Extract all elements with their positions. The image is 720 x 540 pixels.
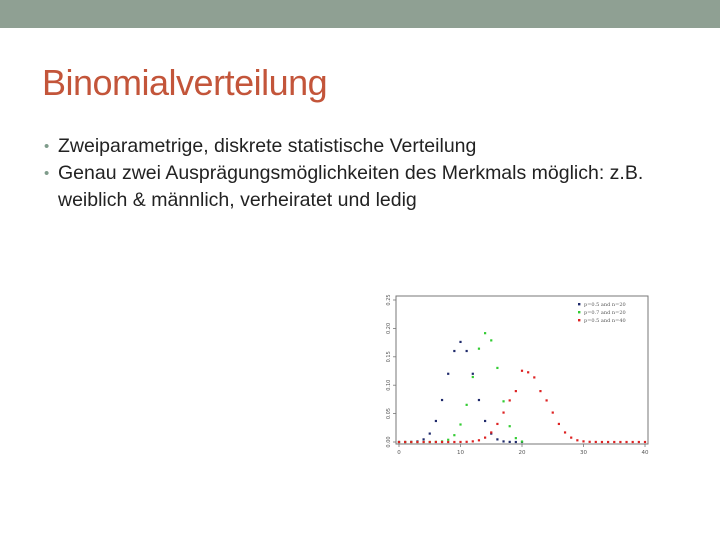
- data-point: [644, 441, 646, 443]
- legend-label: p=0.7 and n=20: [584, 310, 626, 316]
- data-point: [515, 437, 517, 439]
- data-point: [558, 423, 560, 425]
- data-point: [607, 441, 609, 443]
- data-point: [619, 441, 621, 443]
- bullet-item: [44, 160, 684, 214]
- bullet-text: Genau zwei Ausprägungsmöglichkeiten des Merkmals möglich: z.B. weiblich & männlich, verheiratet und ledig: [58, 162, 644, 211]
- data-point: [429, 441, 431, 443]
- slide-title: Binomialverteilung: [42, 62, 328, 103]
- x-tick-label: 40: [641, 450, 649, 456]
- data-point: [459, 341, 461, 343]
- y-tick-label: 0.15: [386, 351, 392, 363]
- legend-marker: [578, 303, 580, 305]
- data-point: [601, 441, 603, 443]
- binomial-chart: [366, 290, 656, 466]
- data-point: [533, 376, 535, 378]
- data-point: [490, 339, 492, 341]
- data-point: [570, 437, 572, 439]
- data-point: [447, 373, 449, 375]
- data-point: [546, 399, 548, 401]
- data-point: [582, 440, 584, 442]
- x-tick-label: 20: [518, 450, 526, 456]
- data-point: [398, 441, 400, 443]
- bullet-text: Zweiparametrige, diskrete statistische Verteilung: [58, 135, 477, 157]
- data-point: [466, 350, 468, 352]
- data-point: [502, 440, 504, 442]
- data-point: [484, 420, 486, 422]
- data-point: [478, 399, 480, 401]
- data-point: [423, 441, 425, 443]
- data-point: [472, 373, 474, 375]
- data-point: [441, 399, 443, 401]
- data-point: [496, 438, 498, 440]
- legend-marker: [578, 319, 580, 321]
- data-point: [589, 441, 591, 443]
- x-tick-label: 0: [397, 450, 401, 456]
- data-point: [509, 441, 511, 443]
- data-point: [441, 441, 443, 443]
- y-tick-label: 0.05: [386, 408, 392, 420]
- data-point: [478, 348, 480, 350]
- binomial-scatter-plot: [366, 290, 656, 466]
- data-point: [466, 441, 468, 443]
- data-point: [459, 441, 461, 443]
- data-point: [472, 376, 474, 378]
- data-point: [484, 332, 486, 334]
- legend-label: p=0.5 and n=20: [584, 302, 626, 308]
- data-point: [447, 439, 449, 441]
- data-point: [521, 440, 523, 442]
- data-point: [515, 390, 517, 392]
- y-tick-label: 0.00: [386, 436, 392, 448]
- data-point: [552, 411, 554, 413]
- data-point: [539, 390, 541, 392]
- data-point: [490, 431, 492, 433]
- data-point: [466, 404, 468, 406]
- data-point: [496, 367, 498, 369]
- bullet-list: [44, 133, 684, 214]
- data-point: [453, 350, 455, 352]
- data-point: [423, 438, 425, 440]
- data-point: [576, 439, 578, 441]
- bullet-dot-icon: •: [44, 138, 50, 155]
- data-point: [410, 441, 412, 443]
- data-point: [509, 425, 511, 427]
- bullet-dot-icon: •: [44, 165, 50, 182]
- bullet-item: [44, 133, 684, 160]
- data-point: [527, 371, 529, 373]
- data-point: [416, 441, 418, 443]
- data-point: [509, 399, 511, 401]
- data-point: [484, 437, 486, 439]
- legend-marker: [578, 311, 580, 313]
- data-point: [502, 400, 504, 402]
- data-point: [435, 420, 437, 422]
- data-point: [638, 441, 640, 443]
- data-point: [632, 441, 634, 443]
- y-tick-label: 0.20: [386, 322, 392, 334]
- data-point: [453, 434, 455, 436]
- data-point: [447, 441, 449, 443]
- data-point: [404, 441, 406, 443]
- data-point: [453, 441, 455, 443]
- legend-label: p=0.5 and n=40: [584, 318, 626, 324]
- top-color-band: [0, 0, 720, 28]
- data-point: [595, 441, 597, 443]
- data-point: [435, 441, 437, 443]
- data-point: [472, 440, 474, 442]
- data-point: [625, 441, 627, 443]
- data-point: [613, 441, 615, 443]
- data-point: [515, 441, 517, 443]
- data-point: [496, 423, 498, 425]
- data-point: [564, 431, 566, 433]
- data-point: [521, 370, 523, 372]
- data-point: [502, 411, 504, 413]
- x-tick-label: 10: [457, 450, 464, 456]
- data-point: [478, 439, 480, 441]
- data-point: [429, 432, 431, 434]
- data-point: [459, 423, 461, 425]
- y-tick-label: 0.10: [386, 379, 392, 391]
- x-tick-label: 30: [580, 450, 587, 456]
- y-tick-label: 0.25: [386, 294, 392, 306]
